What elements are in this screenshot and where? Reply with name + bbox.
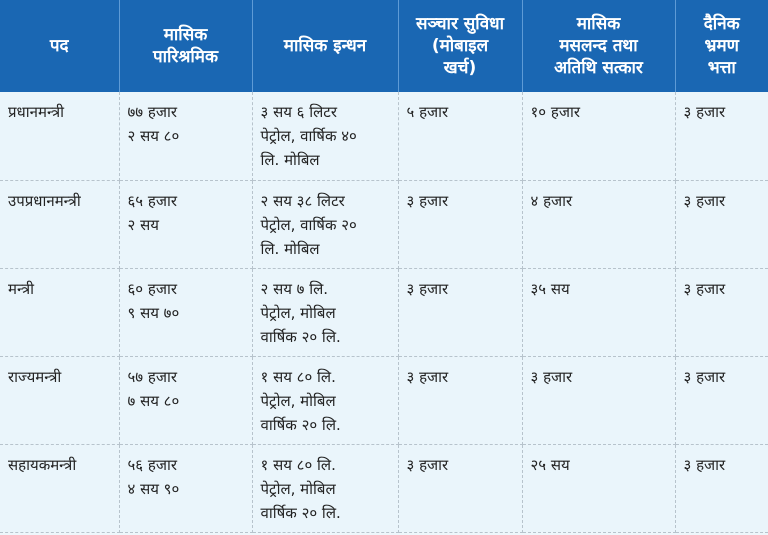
cell-fuel: १ सय ८० लि. पेट्रोल, मोबिल वार्षिक २० लि. <box>252 444 398 532</box>
cell-fuel: २ सय ७ लि. पेट्रोल, मोबिल वार्षिक २० लि. <box>252 268 398 356</box>
cell-travel: ३ हजार <box>675 356 768 444</box>
table-row <box>0 356 768 444</box>
cell-mobile: ५ हजार <box>398 92 522 180</box>
table-row <box>0 92 768 180</box>
table-row <box>0 180 768 268</box>
cell-hospitality: ३५ सय <box>522 268 675 356</box>
cell-mobile: ३ हजार <box>398 268 522 356</box>
header-monthly-salary: मासिक पारिश्रमिक <box>119 0 252 92</box>
cell-hospitality: १० हजार <box>522 92 675 180</box>
cell-post: उपप्रधानमन्त्री <box>0 180 119 268</box>
header-hospitality: मासिक मसलन्द तथा अतिथि सत्कार <box>522 0 675 92</box>
cell-post: राज्यमन्त्री <box>0 356 119 444</box>
header-monthly-fuel: मासिक इन्धन <box>252 0 398 92</box>
cell-salary: ५७ हजार ७ सय ८० <box>119 356 252 444</box>
cell-post: सहायकमन्त्री <box>0 444 119 532</box>
cell-travel: ३ हजार <box>675 180 768 268</box>
header-post: पद <box>0 0 119 92</box>
cell-fuel: २ सय ३८ लिटर पेट्रोल, वार्षिक २० लि. मोबिल <box>252 180 398 268</box>
cell-fuel: ३ सय ६ लिटर पेट्रोल, वार्षिक ४० लि. मोबिल <box>252 92 398 180</box>
cell-mobile: ३ हजार <box>398 444 522 532</box>
cell-fuel: १ सय ८० लि. पेट्रोल, मोबिल वार्षिक २० लि. <box>252 356 398 444</box>
cell-salary: ७७ हजार २ सय ८० <box>119 92 252 180</box>
table-row <box>0 444 768 532</box>
cell-post: मन्त्री <box>0 268 119 356</box>
cell-travel: ३ हजार <box>675 444 768 532</box>
cell-salary: ६५ हजार २ सय <box>119 180 252 268</box>
table-header <box>0 0 768 92</box>
cell-hospitality: ४ हजार <box>522 180 675 268</box>
cell-salary: ६० हजार ९ सय ७० <box>119 268 252 356</box>
cell-mobile: ३ हजार <box>398 180 522 268</box>
cell-post: प्रधानमन्त्री <box>0 92 119 180</box>
header-row <box>0 0 768 92</box>
cell-mobile: ३ हजार <box>398 356 522 444</box>
header-travel-allowance: दैनिक भ्रमण भत्ता <box>675 0 768 92</box>
cell-hospitality: ३ हजार <box>522 356 675 444</box>
table-body <box>0 92 768 532</box>
header-communication: सञ्चार सुविधा (मोबाइल खर्च) <box>398 0 522 92</box>
cell-hospitality: २५ सय <box>522 444 675 532</box>
cell-travel: ३ हजार <box>675 268 768 356</box>
table-row <box>0 268 768 356</box>
cell-salary: ५६ हजार ४ सय ९० <box>119 444 252 532</box>
cell-travel: ३ हजार <box>675 92 768 180</box>
